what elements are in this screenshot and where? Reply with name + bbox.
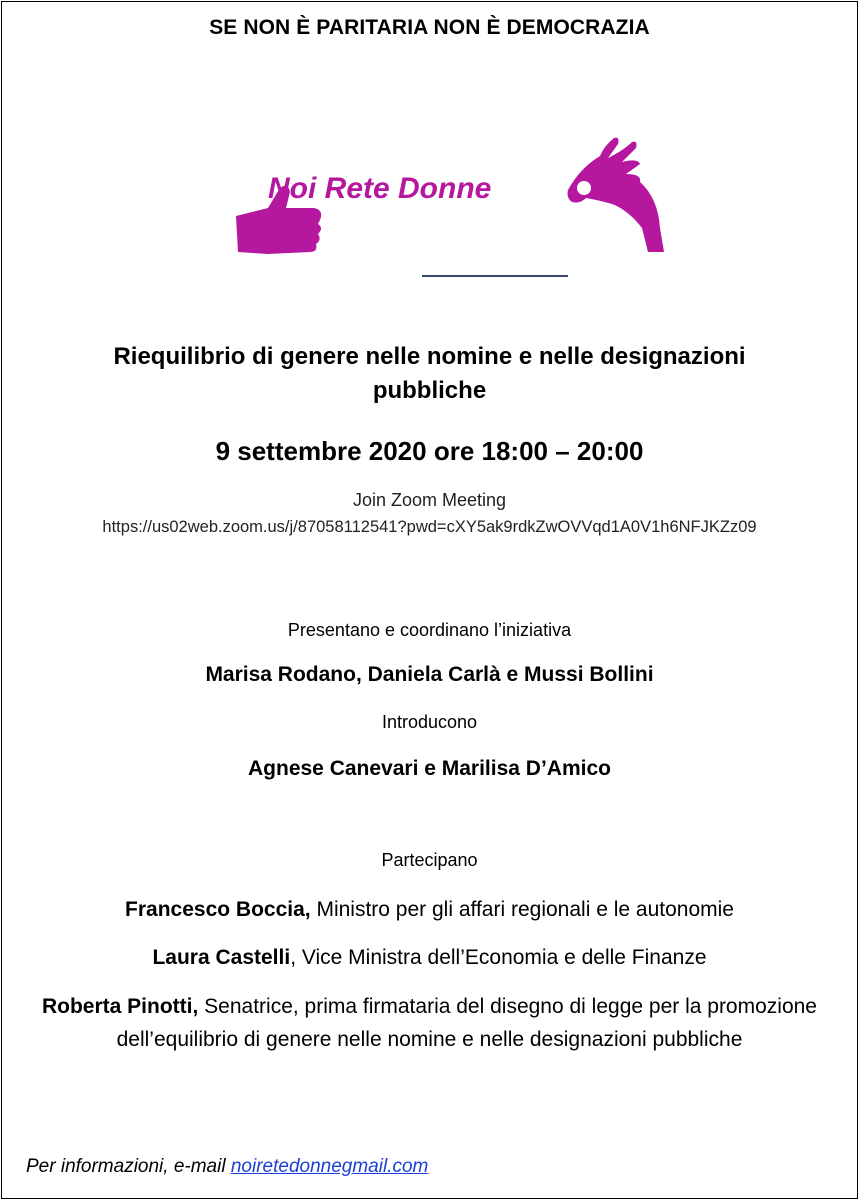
zoom-label: Join Zoom Meeting (352, 490, 507, 510)
logo-graphic (228, 128, 668, 284)
participant-role: Ministro per gli affari regionali e le autonomie (310, 898, 734, 921)
event-title-line2: pubbliche (372, 377, 487, 404)
participants-label: Partecipano (381, 850, 478, 870)
footer-label: Per informazioni, e-mail (26, 1156, 231, 1177)
noi-rete-donne-logo (228, 128, 668, 284)
footer-email-link[interactable]: noiretedonnegmail.com (230, 1156, 429, 1177)
logo-text: Noi Rete Donne (268, 172, 492, 205)
footer-info (26, 1156, 428, 1178)
participant-name: Roberta Pinotti, (41, 995, 199, 1018)
participant-item (0, 893, 859, 926)
event-title (0, 340, 859, 408)
page-header-title: SE NON È PARITARIA NON È DEMOCRAZIA (209, 16, 650, 39)
participant-name: Laura Castelli (152, 946, 291, 969)
zoom-link[interactable]: https://us02web.zoom.us/j/87058112541?pwd=cXY5ak9rdkZwOVVqd1A0V1h6NFJKZz09 (102, 518, 757, 536)
introducers-names: Agnese Canevari e Marilisa D’Amico (248, 757, 611, 780)
hand-gesture-icon (568, 138, 665, 252)
participant-role: , Vice Ministra dell’Economia e delle Finanze (290, 946, 707, 969)
introducers-label: Introducono (381, 712, 478, 732)
coordinators-label: Presentano e coordinano l’iniziativa (287, 620, 572, 640)
participant-role: Senatrice, prima firmataria del disegno di legge per la promozione dell’equilibrio di genere nelle nomine e nelle designazioni pubbliche (116, 995, 817, 1051)
event-title-line1: Riequilibrio di genere nelle nomine e nelle designazioni (113, 343, 746, 370)
participant-item (0, 941, 859, 974)
participant-name: Francesco Boccia, (125, 898, 311, 921)
coordinators-names: Marisa Rodano, Daniela Carlà e Mussi Bollini (205, 663, 654, 686)
event-date: 9 settembre 2020 ore 18:00 – 20:00 (215, 436, 644, 466)
participant-item (20, 990, 839, 1056)
